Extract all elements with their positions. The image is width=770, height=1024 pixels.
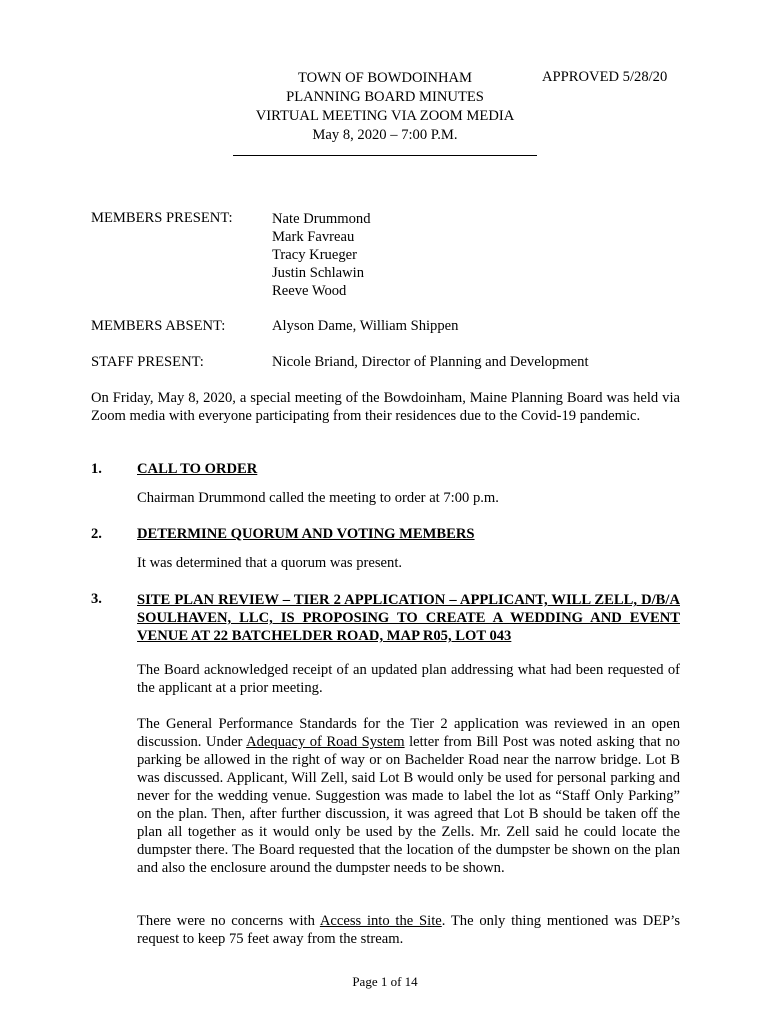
members-absent-label: MEMBERS ABSENT:: [91, 318, 226, 334]
approved-date: APPROVED 5/28/20: [542, 69, 668, 85]
page-number: Page 1 of 14: [352, 974, 418, 989]
header-board: PLANNING BOARD MINUTES: [286, 89, 484, 105]
staff-present-label: STAFF PRESENT:: [91, 354, 204, 370]
staff-present-value: Nicole Briand, Director of Planning and Development: [272, 354, 589, 370]
section-text: Chairman Drummond called the meeting to order at 7:00 p.m.: [137, 490, 499, 506]
header-divider: [233, 155, 537, 156]
access-into-site-heading: Access into the Site: [319, 913, 442, 929]
member-name: Mark Favreau: [272, 229, 355, 245]
section-title-site-plan-review: SITE PLAN REVIEW – TIER 2 APPLICATION – APPLICANT, WILL ZELL, D/B/A SOULHAVEN, LLC, IS PROPOSING TO CREATE A WEDDING AND EVENT VENUE AT 22 BATCHELDER ROAD, MAP R05, LOT 043: [137, 592, 680, 644]
members-absent-value: Alyson Dame, William Shippen: [272, 318, 459, 334]
members-present-list: [272, 210, 371, 300]
member-name: Nate Drummond: [272, 211, 371, 227]
header-meeting-type: VIRTUAL MEETING VIA ZOOM MEDIA: [255, 108, 515, 124]
section-number: 2.: [91, 526, 102, 542]
member-name: Reeve Wood: [272, 283, 347, 299]
site-plan-paragraph-2: [137, 715, 680, 877]
members-present-label: MEMBERS PRESENT:: [91, 210, 233, 226]
adequacy-of-road-system-heading: Adequacy of Road System: [246, 734, 405, 750]
section-title-quorum: DETERMINE QUORUM AND VOTING MEMBERS: [137, 526, 475, 542]
section-text: It was determined that a quorum was present.: [137, 555, 403, 571]
paragraph-text: There were no concerns with: [137, 913, 320, 929]
intro-paragraph: On Friday, May 8, 2020, a special meeting of the Bowdoinham, Maine Planning Board was held via Zoom media with everyone participating from their residences due to the Covid-19 pandemic.: [91, 390, 680, 424]
member-name: Justin Schlawin: [272, 265, 365, 281]
site-plan-paragraph-3: [137, 912, 680, 948]
section-number: 3.: [91, 591, 102, 607]
section-number: 1.: [91, 461, 102, 477]
header-date: May 8, 2020 – 7:00 P.M.: [312, 127, 458, 143]
paragraph-text: . The only thing mentioned was DEP’s request to keep 75 feet away from the stream.: [137, 913, 680, 947]
paragraph-text: letter from Bill Post was noted asking that no parking be allowed in the right of way or on Bachelder Road near the narrow bridge. Lot B was discussed. Applicant, Will Zell, said Lot B would only be used for personal parking and never for the wedding venue. Suggestion was made to label the lot as “Staff Only Parking” on the plan. Then, after further discussion, it was agreed that Lot B should be taken off the plan all together as it would only be used by the Zells. Mr. Zell said he could locate the dumpster there. The Board requested that the location of the dumpster be shown on the plan and also the enclosure around the dumpster needs to be shown.: [137, 734, 680, 876]
section-title-call-to-order: CALL TO ORDER: [137, 461, 258, 477]
member-name: Tracy Krueger: [272, 247, 357, 263]
paragraph-text: The General Performance Standards for the Tier 2 application was reviewed in an open discussion. Under: [137, 716, 680, 750]
site-plan-paragraph-1: The Board acknowledged receipt of an updated plan addressing what had been requested of the applicant at a prior meeting.: [137, 662, 680, 696]
header-town: TOWN OF BOWDOINHAM: [297, 70, 473, 86]
